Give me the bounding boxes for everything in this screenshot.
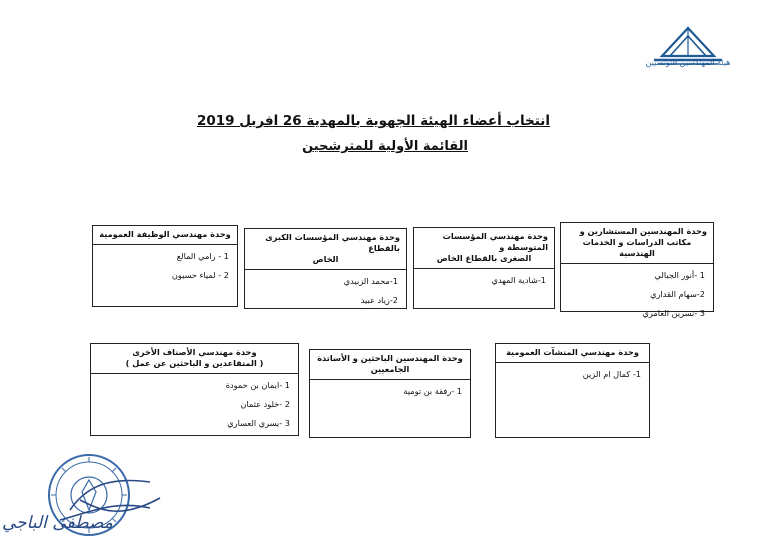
page-subtitle: القائمة الأولية للمترشحين [302, 139, 468, 154]
signature-name: مصطفى الباجي [2, 513, 113, 533]
candidate-item: 1 -أنور الجبالي [654, 270, 705, 281]
unit-header-line2: الصغرى بالقطاع الخاص [436, 253, 532, 264]
unit-consulting-engineers [560, 222, 714, 319]
unit-public-establishments [495, 343, 650, 438]
unit-large-enterprises [244, 228, 407, 309]
candidate-list [91, 380, 298, 429]
unit-researchers-professors [309, 349, 471, 438]
unit-header [245, 229, 406, 270]
candidate-item: 1- كمال ام الزين [582, 369, 641, 380]
unit-header-line1: وحدة مهندسي المنشآت العمومية [506, 347, 639, 357]
unit-header-line1: وحدة مهندسي الوظيفة العمومية [99, 229, 231, 239]
candidate-item: 3 -يسري العساري [227, 418, 290, 429]
unit-header [496, 344, 649, 363]
unit-header [310, 350, 470, 380]
candidate-list [245, 276, 406, 306]
unit-header-line1: وحدة المهندسين المستشارين و [579, 226, 707, 236]
candidate-item: 1-شادية المهدي [491, 275, 546, 286]
unit-public-service [92, 225, 238, 307]
candidate-item: 2 - لمياء حسيون [171, 270, 229, 281]
candidate-list [496, 369, 649, 380]
unit-header-line1: وحدة مهندسي المؤسسات الكبرى بالقطاع [265, 232, 400, 254]
candidate-list [310, 386, 470, 397]
candidate-item: 2-زياد عبيد [360, 295, 398, 306]
candidate-item: 1 - رامي المالع [176, 251, 229, 262]
unit-header-line1: وحدة المهندسين الباحثين و الأساتذة الجامعيين [317, 353, 463, 375]
unit-other-categories [90, 343, 299, 436]
candidate-list [414, 275, 554, 286]
logo-caption: هيئة المهندسين التونسيين [645, 58, 731, 67]
candidate-item: 1 -رفقة بن تومية [403, 386, 462, 397]
unit-header-line1: وحدة مهندسي المؤسسات المتوسطة و [442, 231, 548, 253]
unit-header [93, 226, 237, 245]
candidate-item: 1-محمد الزبيدي [343, 276, 398, 287]
candidate-item: 1 -ايمان بن حمودة [225, 380, 290, 391]
unit-header-line2: الخاص [312, 254, 339, 265]
unit-header-line2: مكاتب الدراسات و الخدمات الهندسية [582, 237, 692, 259]
unit-header [91, 344, 298, 374]
candidate-item: 2-سهام القداري [650, 289, 705, 300]
unit-small-medium-enterprises [413, 227, 555, 309]
candidate-list [561, 270, 713, 319]
candidate-item: 3 -نسرين العامري [642, 308, 705, 319]
unit-header-line1: وحدة مهندسي الأصناف الأخرى [132, 347, 257, 357]
candidate-item: 2 -خلود عثمان [240, 399, 290, 410]
unit-header [414, 228, 554, 269]
unit-header-line2: ( المتقاعدين و الباحثين عن عمل ) [125, 358, 264, 369]
unit-header [561, 223, 713, 264]
page-title: انتخاب أعضاء الهيئة الجهوية بالمهدية 26 افريل 2019 [196, 113, 550, 129]
candidate-list [93, 251, 237, 281]
